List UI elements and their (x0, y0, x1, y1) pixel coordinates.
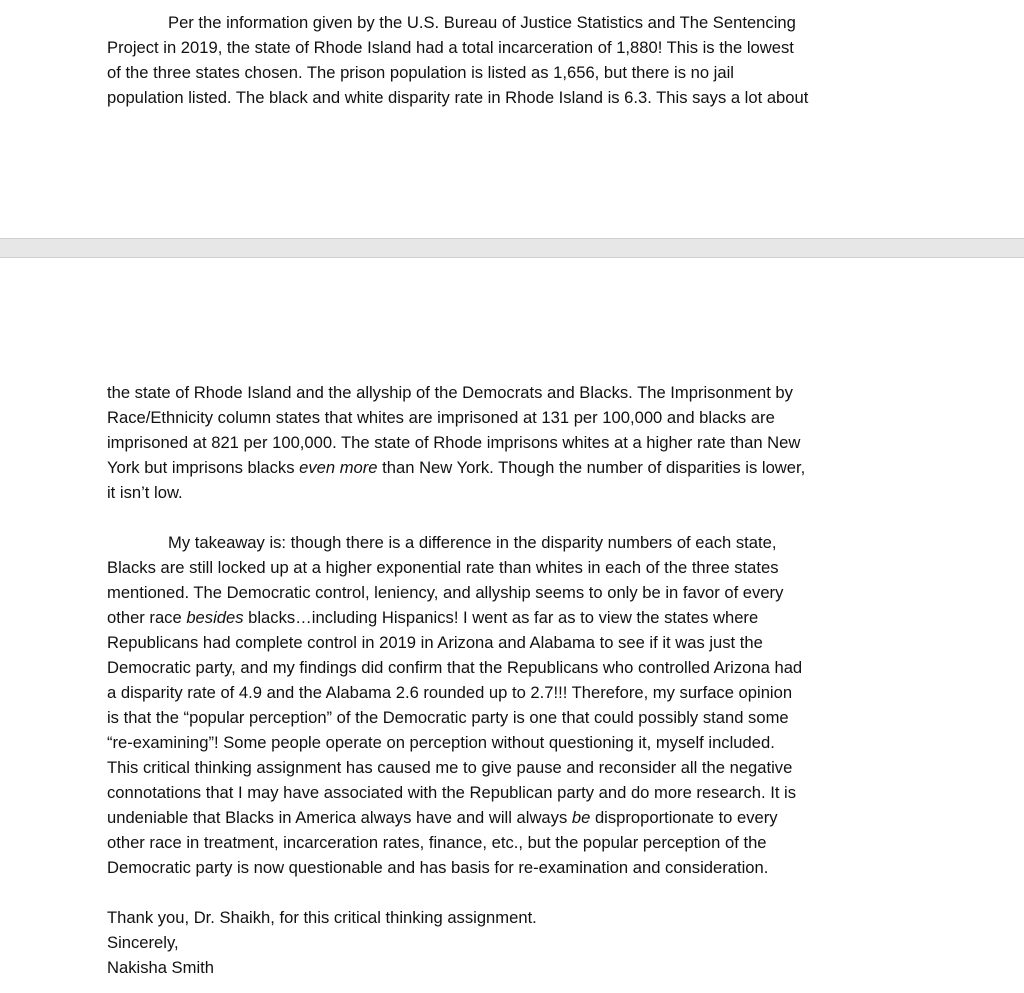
document-page-2 (0, 258, 1024, 993)
text-run: disproportionate to every (590, 808, 778, 827)
text-line: a disparity rate of 4.9 and the Alabama 2.6 rounded up to 2.7!!! Therefore, my surface opinion (107, 683, 793, 702)
text-run: undeniable that Blacks in America always have and will always (107, 808, 572, 827)
paragraph-spacer (107, 880, 907, 905)
text-line: Race/Ethnicity column states that whites are imprisoned at 131 per 100,000 and blacks are (107, 408, 775, 427)
text-run: York but imprisons blacks (107, 458, 300, 477)
text-line: Per the information given by the U.S. Bureau of Justice Statistics and The Sentencing (168, 13, 796, 32)
text-run: other race (107, 608, 187, 627)
text-line: Project in 2019, the state of Rhode Island had a total incarceration of 1,880! This is the lowest (107, 38, 794, 57)
text-line: of the three states chosen. The prison population is listed as 1,656, but there is no jail (107, 63, 734, 82)
page-break-separator (0, 238, 1024, 258)
sign-off: Sincerely, (107, 933, 179, 952)
text-line: Blacks are still locked up at a higher exponential rate than whites in each of the three states (107, 558, 779, 577)
text-line: mentioned. The Democratic control, leniency, and allyship seems to only be in favor of every (107, 583, 784, 602)
text-line: “re-examining”! Some people operate on perception without questioning it, myself included. (107, 733, 775, 752)
text-line (107, 455, 907, 480)
text-line (107, 605, 907, 630)
paragraph-continuation (107, 380, 907, 980)
text-line: Democratic party, and my findings did confirm that the Republicans who controlled Arizona had (107, 658, 803, 677)
paragraph-spacer (107, 505, 907, 530)
emphasis-text: even more (299, 458, 378, 477)
text-line: is that the “popular perception” of the Democratic party is one that could possibly stand some (107, 708, 789, 727)
text-line: the state of Rhode Island and the allyship of the Democrats and Blacks. The Imprisonment by (107, 383, 793, 402)
text-line (107, 805, 907, 830)
text-run: than New York. Though the number of disparities is lower, (377, 458, 806, 477)
text-line: population listed. The black and white disparity rate in Rhode Island is 6.3. This says a lot about (107, 88, 809, 107)
author-name: Nakisha Smith (107, 958, 214, 977)
text-line: imprisoned at 821 per 100,000. The state of Rhode imprisons whites at a higher rate than New (107, 433, 801, 452)
closing-line: Thank you, Dr. Shaikh, for this critical thinking assignment. (107, 908, 537, 927)
text-line: Republicans had complete control in 2019 in Arizona and Alabama to see if it was just the (107, 633, 763, 652)
text-line: other race in treatment, incarceration rates, finance, etc., but the popular perception of the (107, 833, 767, 852)
text-line: This critical thinking assignment has caused me to give pause and reconsider all the negative (107, 758, 793, 777)
paragraph-intro (107, 10, 907, 110)
document-page-1 (0, 0, 1024, 238)
text-line: connotations that I may have associated with the Republican party and do more research. It is (107, 783, 797, 802)
text-line: Democratic party is now questionable and has basis for re-examination and consideration. (107, 858, 769, 877)
text-run: blacks…including Hispanics! I went as far as to view the states where (243, 608, 759, 627)
text-line: My takeaway is: though there is a difference in the disparity numbers of each state, (168, 533, 777, 552)
emphasis-text: besides (186, 608, 244, 627)
emphasis-text: be (571, 808, 591, 827)
text-line: it isn’t low. (107, 483, 183, 502)
